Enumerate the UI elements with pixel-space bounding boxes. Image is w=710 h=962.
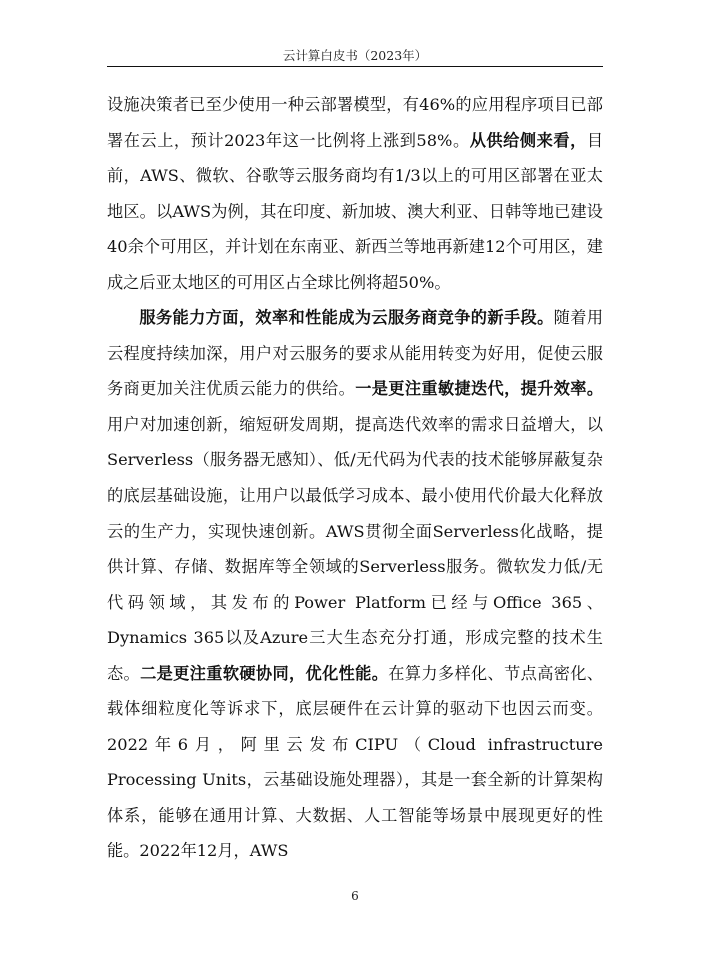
text-segment: 用户对加速创新，缩短研发周期，提高迭代效率的需求日益增大，以Serverless（服务器无感知）、低/无代码为代表的技术能够屏蔽复杂的底层基础设施，让用户以最低学习成本、最小使用代价最大化释放云的生产力，实现快速创新。AWS贯彻全面Serverless化战略，提供计算、存储、数据库等全领域的Serverless服务。微软发力低/无代码领域，其发布的Power Platform已经与Office 365、Dynamics 365以及Azure三大生态充分打通，形成完整的技术生态。 (107, 414, 603, 683)
body-text (107, 87, 603, 869)
running-header: 云计算白皮书（2023年） (282, 48, 428, 63)
text-segment: 目前，AWS、微软、谷歌等云服务商均有1/3以上的可用区部署在亚太地区。以AWS为例，其在印度、新加坡、澳大利亚、日韩等地已建设40余个可用区，并计划在东南亚、新西兰等地再新建12个可用区，建成之后亚太地区的可用区占全球比例将超50%。 (107, 130, 603, 292)
text-segment: 在算力多样化、节点高密化、载体细粒度化等诉求下，底层硬件在云计算的驱动下也因云而变。2022年6月，阿里云发布CIPU（Cloud infrastructure Processing Units，云基础设施处理器），其是一套全新的计算架构体系，能够在通用计算、大数据、人工智能等场景中展现更好的性能。2022年12月，AWS (107, 663, 604, 861)
text-segment: 随着用云程度持续加深，用户对云服务的要求从能用转变为好用，促使云服务商更加关注优质云能力的供给。 (107, 308, 604, 399)
bold-heading-agile-iteration: 一是更注重敏捷迭代，提升效率。 (355, 379, 604, 399)
bold-heading-supply-side: 从供给侧来看， (469, 130, 587, 150)
paragraph-service-capability (107, 300, 603, 869)
bold-heading-service-capability: 服务能力方面，效率和性能成为云服务商竞争的新手段。 (139, 308, 554, 328)
bold-heading-hw-sw-synergy: 二是更注重软硬协同，优化性能。 (140, 663, 389, 683)
header-divider (107, 66, 603, 67)
page-number: 6 (351, 889, 359, 903)
paragraph-supply-side (107, 87, 603, 300)
text-segment: 设施决策者已至少使用一种云部署模型，有46%的应用程序项目已部署在云上，预计2023年这一比例将上涨到58%。 (107, 95, 603, 150)
